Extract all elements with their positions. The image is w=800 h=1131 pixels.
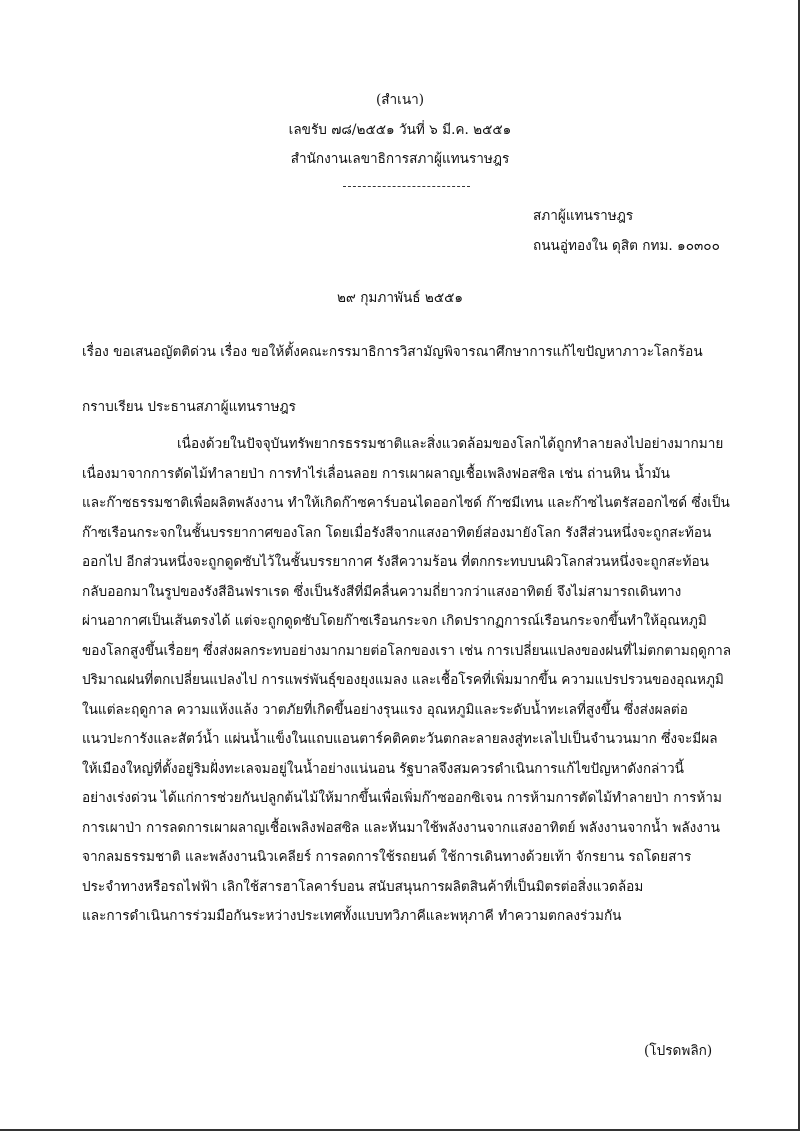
body-line: อย่างเร่งด่วน ได้แก่การช่วยกันปลูกต้นไม้ให้มากขึ้นเพื่อเพิ่มก๊าซออกซิเจน การห้ามการตัดไม้ทำลายป่า การห้าม [82,790,722,806]
body-line: และการดำเนินการร่วมมือกันระหว่างประเทศทั้งแบบทวิภาคีและพหุภาคี ทำความตกลงร่วมกัน [82,908,622,924]
copy-mark: (สำเนา) [375,92,425,108]
body-line: ผ่านอากาศเป็นเส้นตรงได้ แต่จะถูกดูดซับโดยก๊าซเรือนกระจก เกิดปรากฏการณ์เรือนกระจกขึ้นทำให้อุณหภูมิ [82,613,707,629]
subject-line: เรื่อง ขอเสนอญัตติด่วน เรื่อง ขอให้ตั้งคณะกรรมาธิการวิสามัญพิจารณาศึกษาการแก้ไขปัญหาภาวะโลกร้อน [82,344,703,360]
body-line: ให้เมืองใหญ่ที่ตั้งอยู่ริมฝั่งทะเลจมอยู่ในน้ำอย่างแน่นอน รัฐบาลจึงสมควรดำเนินการแก้ไขปัญหาดังกล่าวนี้ [82,761,684,777]
header-separator [343,186,470,187]
body-line: ประจำทางหรือรถไฟฟ้า เลิกใช้สารฮาโลคาร์บอน สนับสนุนการผลิตสินค้าที่เป็นมิตรต่อสิ่งแวดล้อม [82,879,644,895]
body-line: เนื่องด้วยในปัจจุบันทรัพยากรธรรมชาติและสิ่งแวดล้อมของโลกได้ถูกทำลายลงไปอย่างมากมาย [177,436,724,452]
turn-page-note: (โปรดพลิก) [644,1043,713,1059]
address-line-2: ถนนอู่ทองใน ดุสิต กทม. ๑๐๓๐๐ [533,238,720,254]
address-line-1: สภาผู้แทนราษฎร [533,208,634,224]
body-line: ก๊าซเรือนกระจกในชั้นบรรยากาศของโลก โดยเมื่อรังสีจากแสงอาทิตย์ส่องมายังโลก รังสีส่วนหนึ่งจะถูกสะท้อน [82,525,712,541]
body-line: กลับออกมาในรูปของรังสีอินฟราเรด ซึ่งเป็นรังสีที่มีคลื่นความถี่ยาวกว่าแสงอาทิตย์ จึงไม่สามารถเดินทาง [82,584,682,600]
office-name: สำนักงานเลขาธิการสภาผู้แทนราษฎร [290,151,510,167]
body-line: แนวปะการังและสัตว์น้ำ แผ่นน้ำแข็งในแถบแอนตาร์คติคตะวันตกละลายลงสู่ทะเลไปเป็นจำนวนมาก ซึ่งจะมีผล [82,731,718,747]
body-line: จากลมธรรมชาติ และพลังงานนิวเคลียร์ การลดการใช้รถยนต์ ใช้การเดินทางด้วยเท้า จักรยาน รถโดยสาร [82,849,692,865]
salutation: กราบเรียน ประธานสภาผู้แทนราษฎร [82,399,296,415]
body-line: ของโลกสูงขึ้นเรื่อยๆ ซึ่งส่งผลกระทบอย่างมากมายต่อโลกของเรา เช่น การเปลี่ยนแปลงของฝนที่ไม่ตกตามฤดูกาล [82,643,732,659]
body-line: การเผาป่า การลดการเผาผลาญเชื้อเพลิงฟอสซิล และหันมาใช้พลังงานจากแสงอาทิตย์ พลังงานจากน้ำ พลังงาน [82,820,720,836]
receipt-number: เลขรับ ๗๘/๒๕๕๑ วันที่ ๖ มี.ค. ๒๕๕๑ [288,122,512,138]
letter-date: ๒๙ กุมภาพันธ์ ๒๕๕๑ [336,290,464,306]
body-line: ในแต่ละฤดูกาล ความแห้งแล้ง วาตภัยที่เกิดขึ้นอย่างรุนแรง อุณหภูมิและระดับน้ำทะเลที่สูงขึ้น ซึ่งส่งผลต่อ [82,702,688,718]
body-line: ปริมาณฝนที่ตกเปลี่ยนแปลงไป การแพร่พันธุ์ของยุงแมลง และเชื้อโรคที่เพิ่มมากขึ้น ความแปรปรวนของอุณหภูมิ [82,672,724,688]
body-line: ออกไป อีกส่วนหนึ่งจะถูกดูดซับไว้ในชั้นบรรยากาศ รังสีความร้อน ที่ตกกระทบบนผิวโลกส่วนหนึ่งจะถูกสะท้อน [82,554,709,570]
body-line: เนื่องมาจากการตัดไม้ทำลายป่า การทำไร่เลื่อนลอย การเผาผลาญเชื้อเพลิงฟอสซิล เช่น ถ่านหิน น้ำมัน [82,466,670,482]
body-line: และก๊าซธรรมชาติเพื่อผลิตพลังงาน ทำให้เกิดก๊าซคาร์บอนไดออกไซด์ ก๊าซมีเทน และก๊าซไนตรัสออกไซด์ ซึ่งเป็น [82,495,730,511]
